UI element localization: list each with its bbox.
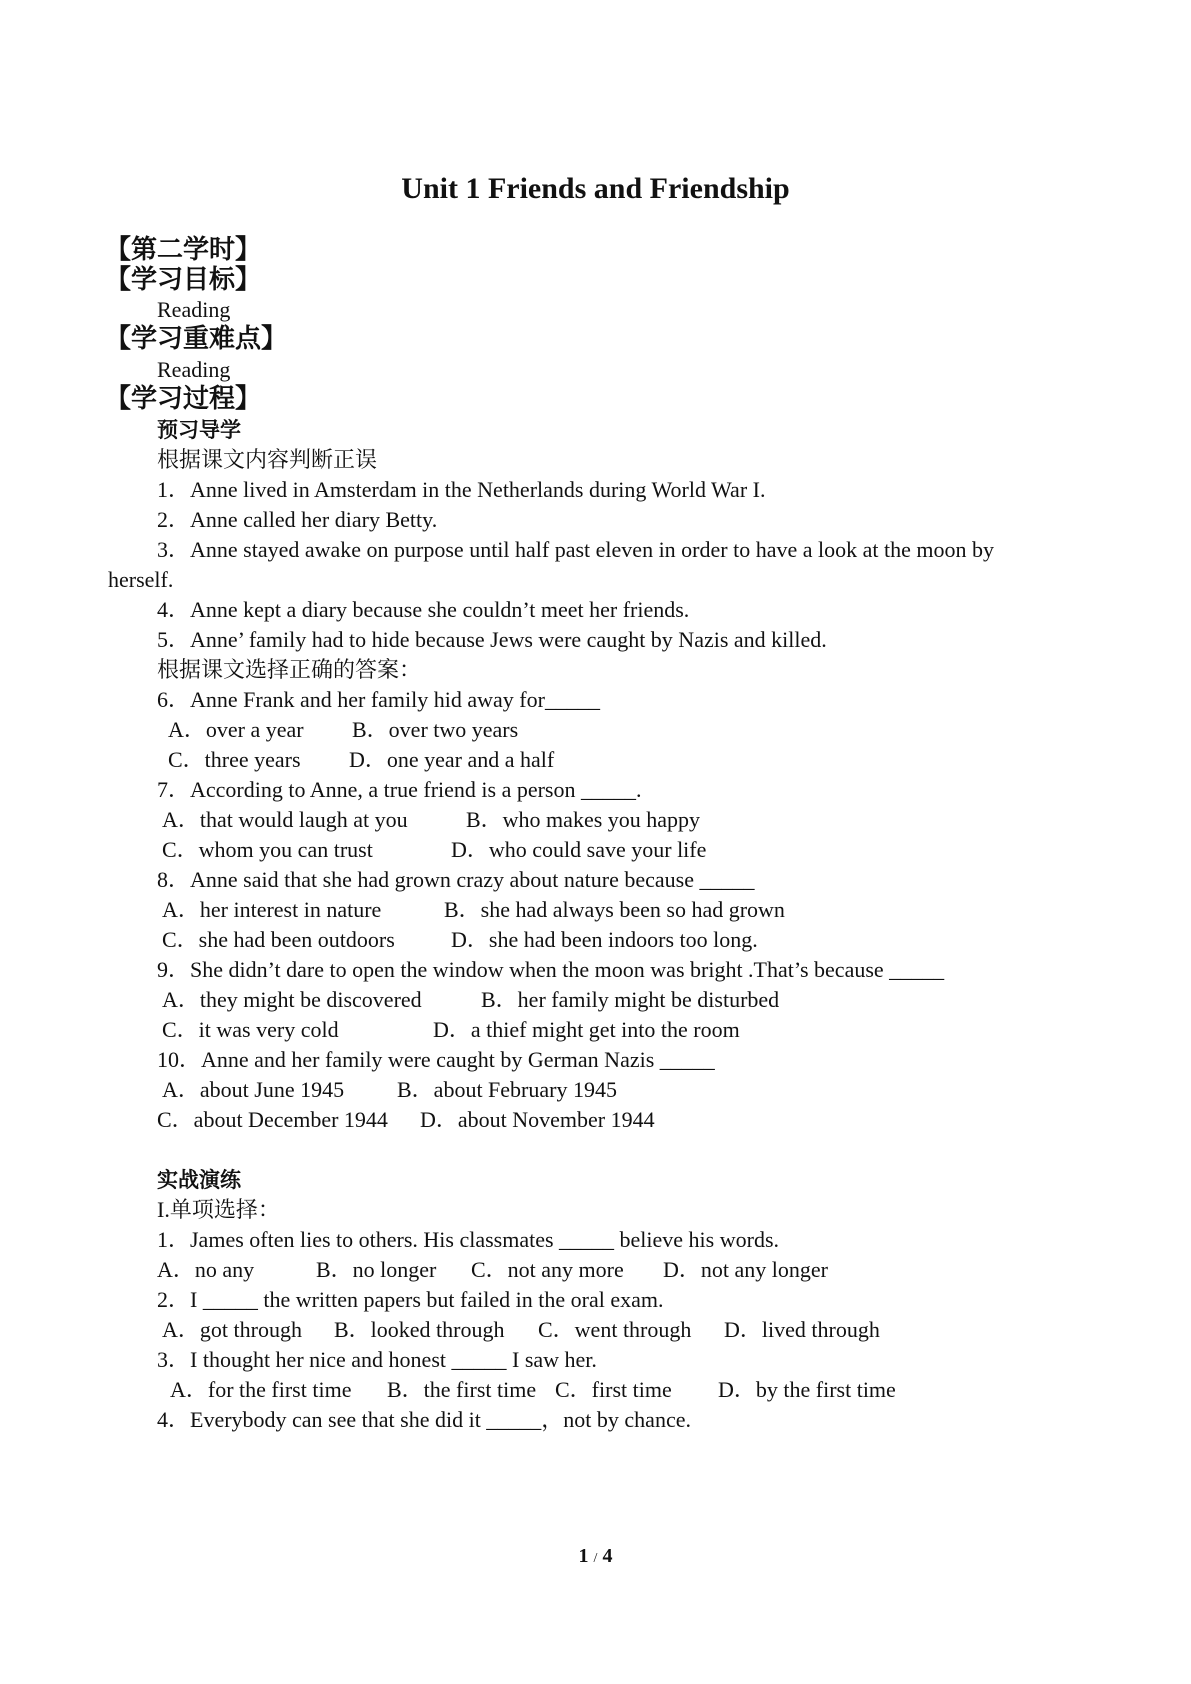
- page-current: 1: [578, 1545, 589, 1567]
- practice-option-d: D．not any longer: [663, 1257, 828, 1282]
- mc-option-b: B．her family might be disturbed: [481, 987, 780, 1012]
- mc-question: 10．Anne and her family were caught by German Nazis _____: [157, 1047, 715, 1072]
- mc-option-a: A．over a year: [168, 717, 304, 742]
- practice-question: 1．James often lies to others. His classmates _____ believe his words.: [157, 1227, 780, 1252]
- mc-option-d: D．one year and a half: [349, 747, 555, 772]
- practice-option-b: B．no longer: [316, 1257, 437, 1282]
- tf-item: 1．Anne lived in Amsterdam in the Netherlands during World War I.: [157, 477, 766, 502]
- practice-option-b: B．the first time: [387, 1377, 537, 1402]
- subsection-preview: 预习导学: [157, 418, 241, 442]
- practice-option-c: C．first time: [555, 1377, 672, 1402]
- practice-option-b: B．looked through: [334, 1317, 505, 1342]
- mc-option-d: D．a thief might get into the room: [433, 1017, 740, 1042]
- page-number: [0, 1545, 1191, 1568]
- mc-option-d: D．about November 1944: [420, 1107, 655, 1132]
- mc-option-b: B．she had always been so had grown: [444, 897, 785, 922]
- mc-option-b: B．over two years: [352, 717, 519, 742]
- mc-question: 6．Anne Frank and her family hid away for_____: [157, 687, 600, 712]
- page-separator: /: [593, 1551, 598, 1566]
- mc-option-d: D．who could save your life: [451, 837, 707, 862]
- page-total: 4: [602, 1545, 613, 1567]
- mc-option-d: D．she had been indoors too long.: [451, 927, 758, 952]
- key-points-text: Reading: [157, 357, 231, 382]
- mc-option-a: A．that would laugh at you: [162, 807, 408, 832]
- mc-option-c: C．three years: [168, 747, 301, 772]
- practice-question: 2．I _____ the written papers but failed in the oral exam.: [157, 1287, 664, 1312]
- mc-option-b: B．who makes you happy: [466, 807, 701, 832]
- mc-question: 7．According to Anne, a true friend is a person _____.: [157, 777, 642, 802]
- page-title: Unit 1 Friends and Friendship: [401, 172, 790, 205]
- practice-option-a: A．for the first time: [170, 1377, 352, 1402]
- section-objectives: 【学习目标】: [105, 265, 262, 295]
- mc-option-c: C．whom you can trust: [162, 837, 373, 862]
- tf-item: 2．Anne called her diary Betty.: [157, 507, 438, 532]
- mc-question: 9．She didn’t dare to open the window when the moon was bright .That’s because _____: [157, 957, 945, 982]
- mc-question: 8．Anne said that she had grown crazy about nature because _____: [157, 867, 755, 892]
- mc-option-a: A．about June 1945: [162, 1077, 345, 1102]
- mc-option-b: B．about February 1945: [397, 1077, 617, 1102]
- mc-option-c: C．she had been outdoors: [162, 927, 395, 952]
- practice-option-c: C．not any more: [471, 1257, 624, 1282]
- tf-instruction: 根据课文内容判断正误: [157, 447, 378, 472]
- section-lesson: 【第二学时】: [105, 235, 262, 265]
- section-key-points: 【学习重难点】: [105, 324, 288, 354]
- practice-option-d: D．by the first time: [718, 1377, 896, 1402]
- practice-option-c: C．went through: [538, 1317, 692, 1342]
- mc-option-c: C．it was very cold: [162, 1017, 339, 1042]
- mc-option-a: A．her interest in nature: [162, 897, 382, 922]
- mc-option-a: A．they might be discovered: [162, 987, 422, 1012]
- tf-item: 4．Anne kept a diary because she couldn’t meet her friends.: [157, 597, 690, 622]
- tf-item: 3．Anne stayed awake on purpose until half past eleven in order to have a look at the moon by: [157, 537, 994, 562]
- practice-question: 3．I thought her nice and honest _____ I saw her.: [157, 1347, 597, 1372]
- tf-item-continuation: herself.: [108, 567, 174, 592]
- mc-option-c: C．about December 1944: [157, 1107, 388, 1132]
- practice-option-d: D．lived through: [724, 1317, 880, 1342]
- single-choice-heading: I.单项选择：: [157, 1197, 280, 1222]
- tf-item: 5．Anne’ family had to hide because Jews were caught by Nazis and killed.: [157, 627, 827, 652]
- practice-question: 4．Everybody can see that she did it _____，not by chance.: [157, 1407, 691, 1432]
- section-process: 【学习过程】: [105, 384, 262, 414]
- mc-instruction: 根据课文选择正确的答案：: [157, 657, 422, 682]
- practice-option-a: A．no any: [157, 1257, 255, 1282]
- subsection-practice: 实战演练: [157, 1168, 241, 1192]
- objectives-text: Reading: [157, 297, 231, 322]
- practice-option-a: A．got through: [162, 1317, 302, 1342]
